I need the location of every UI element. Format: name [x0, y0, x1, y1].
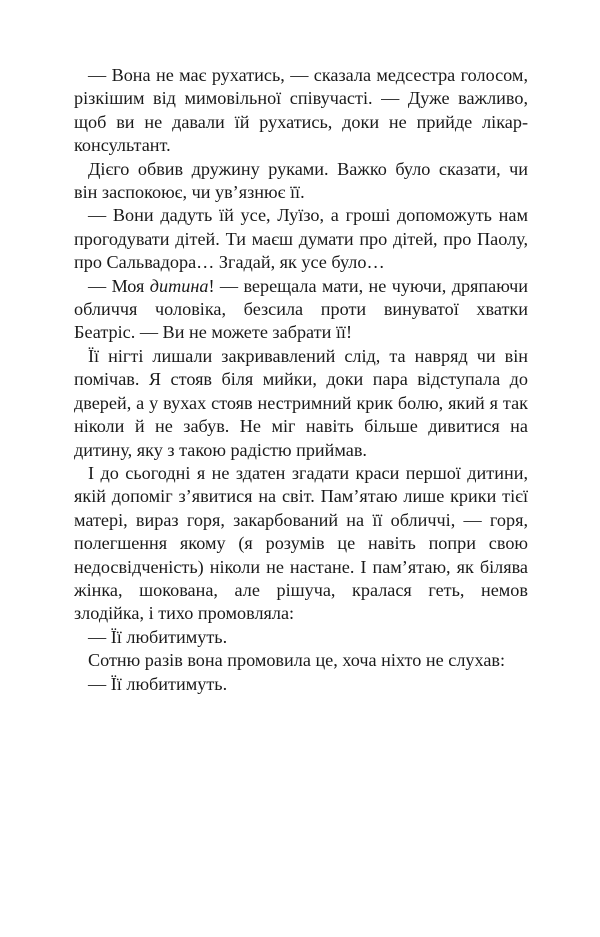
paragraph	[74, 204, 528, 274]
paragraph	[74, 345, 528, 462]
paragraph-text: — Вона не має рухатись, — сказала медсестра голосом, різкішим від мимовільної співучасті. — Дуже важливо, щоб ви не давали їй рухатись, доки не прийде лікар-консультант.	[74, 65, 528, 156]
paragraph-text: — Її любитимуть.	[88, 626, 228, 647]
paragraph	[74, 64, 528, 158]
page-text	[74, 64, 528, 696]
paragraph	[74, 626, 528, 649]
paragraph	[74, 158, 528, 205]
paragraph	[74, 275, 528, 345]
paragraph-text: — Моя	[88, 275, 150, 296]
paragraph-text: — Вони дадуть їй усе, Луїзо, а гроші допоможуть нам прогодувати дітей. Ти маєш думати про дітей, про Паолу, про Сальвадора… Згадай, як усе було…	[74, 205, 528, 273]
paragraph	[74, 649, 528, 672]
paragraph-text: ! — верещала мати, не чуючи, дряпаючи обличчя чоловіка, безсила проти винуватої хватки Беатріс. — Ви не можете забрати її!	[74, 275, 528, 343]
paragraph	[74, 462, 528, 626]
paragraph-text: Її нігті лишали закривавлений слід, та навряд чи він помічав. Я стояв біля мийки, доки пара відступала до дверей, а у вухах стояв нестримний крик болю, який я так ніколи й не забув. Не міг навіть більше дивитися на дитину, яку з такою радістю приймав.	[74, 345, 528, 460]
paragraph	[74, 673, 528, 696]
italic-word: дитина	[149, 275, 209, 296]
paragraph-text: — Її любитимуть.	[88, 673, 228, 694]
paragraph-text: І до сьогодні я не здатен згадати краси першої дитини, якій допоміг з’явитися на світ. Пам’ятаю лише крики тієї матері, вираз горя, закарбований на її обличчі, — горя, полегшення якому (я розумів це навіть попри свою недосвідченість) ніколи не настане. І пам’ятаю, як білява жінка, шокована, але рішуча, кралася геть, немов злодійка, і тихо промовляла:	[74, 462, 528, 624]
paragraph-text: Сотню разів вона промовила це, хоча ніхто не слухав:	[88, 650, 506, 671]
paragraph-text: Дієго обвив дружину руками. Важко було сказати, чи він заспокоює, чи ув’язнює її.	[74, 158, 528, 203]
